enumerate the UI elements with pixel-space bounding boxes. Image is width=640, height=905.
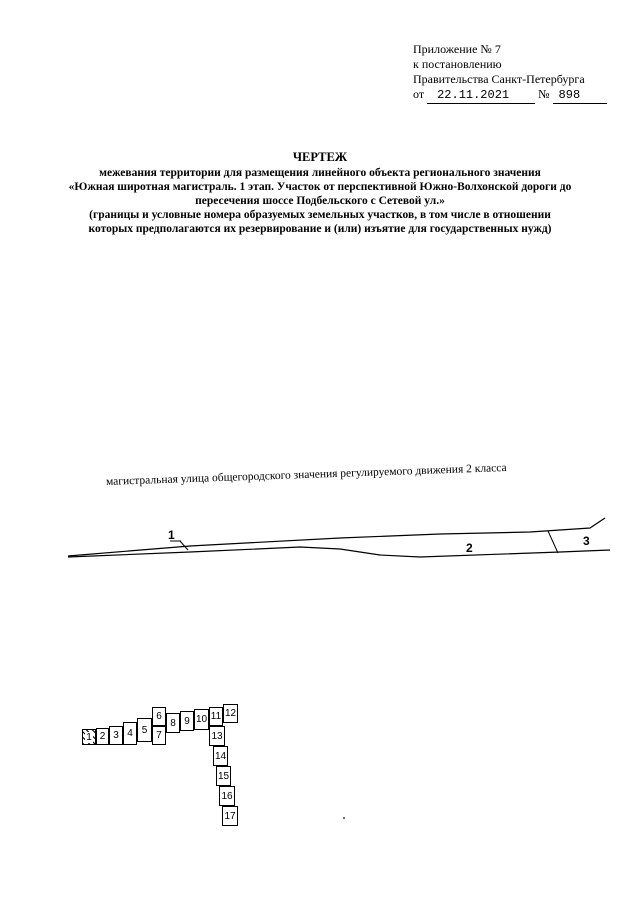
parcel-4: 4: [123, 722, 137, 745]
parcel-9: 9: [180, 711, 194, 731]
parcel-10: 10: [194, 709, 209, 730]
parcel-14: 14: [213, 746, 228, 766]
stray-dot: [343, 817, 345, 819]
parcel-13: 13: [209, 726, 225, 746]
date-prefix: от: [413, 87, 425, 101]
road-top-boundary: [68, 518, 605, 556]
title-heading: ЧЕРТЕЖ: [292, 150, 348, 164]
title-line-5: которых предполагаются их резервирование и (или) изъятие для государственных нужд): [88, 223, 552, 235]
segment-label-3: 3: [583, 534, 590, 548]
title-line-3: пересечения шоссе Подбельского с Сетевой ул.»: [195, 195, 445, 207]
parcel-5: 5: [137, 718, 152, 742]
parcel-17: 17: [222, 806, 238, 826]
parcel-1: 1: [82, 729, 96, 745]
parcel-8: 8: [166, 713, 180, 733]
parcel-3: 3: [109, 726, 123, 745]
street-label: магистральная улица общегородского значения регулируемого движения 2 класса: [105, 462, 507, 488]
title-line-1: межевания территории для размещения линейного объекта регионального значения: [99, 167, 541, 179]
number-prefix: №: [538, 87, 550, 101]
title-line-2: «Южная широтная магистраль. 1 этап. Участок от перспективной Южно-Волхонской дороги до: [68, 181, 572, 193]
parcel-6: 6: [152, 707, 166, 726]
parcel-2: 2: [96, 728, 109, 745]
segment-1-leader: [180, 541, 188, 550]
appendix-line-3: Правительства Санкт-Петербурга: [413, 72, 585, 86]
parcel-15: 15: [216, 766, 231, 786]
parcel-16: 16: [219, 786, 235, 806]
segment-label-1: 1: [168, 528, 175, 542]
appendix-line-2: к постановлению: [413, 57, 502, 71]
segment-divider: [548, 531, 558, 553]
segment-label-2: 2: [466, 541, 473, 555]
title-line-4: (границы и условные номера образуемых земельных участков, в том числе в отношении: [89, 209, 551, 221]
appendix-line-1: Приложение № 7: [413, 42, 501, 56]
road-bottom-boundary: [68, 547, 610, 557]
parcel-7: 7: [152, 726, 166, 745]
parcel-12: 12: [223, 704, 238, 723]
parcel-11: 11: [209, 707, 223, 726]
document-date: 22.11.2021: [427, 88, 535, 104]
document-number: 898: [553, 88, 607, 104]
